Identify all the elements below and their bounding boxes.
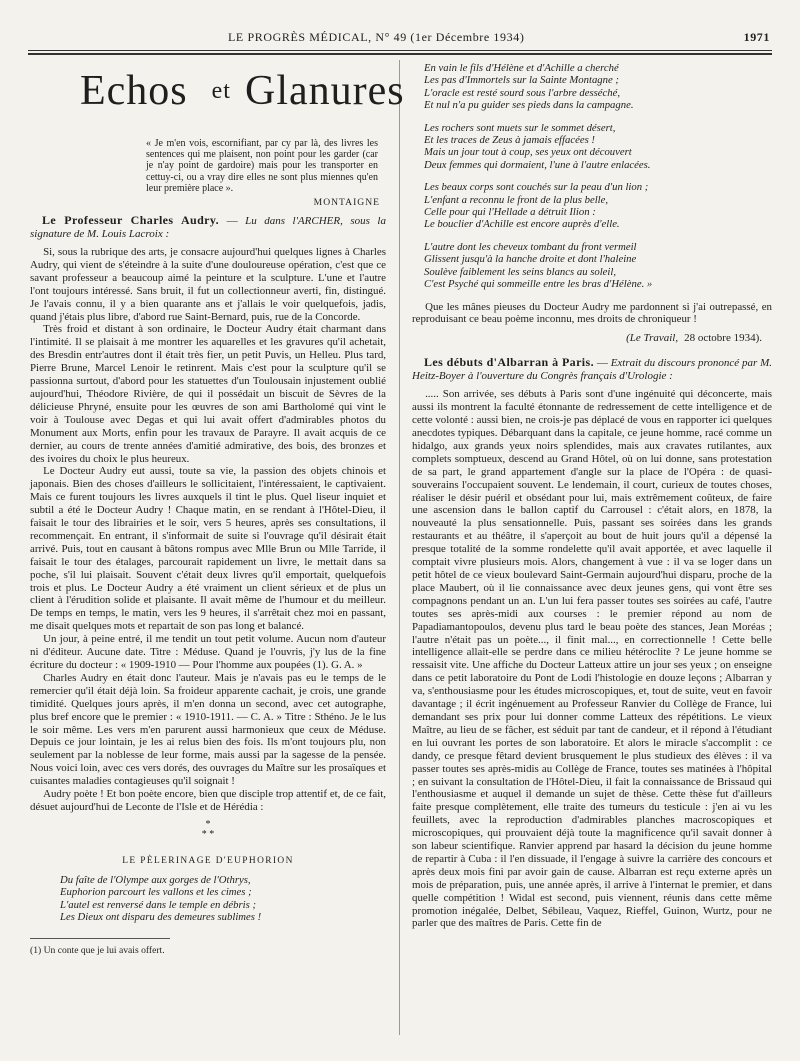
journal-title: LE PROGRÈS MÉDICAL, N° 49 (1er Décembre 1934) [228,30,525,44]
footnote: (1) Un conte que je lui avais offert. [30,944,165,956]
poem-line: Les beaux corps sont couchés sur la peau d'un lion ; [424,181,649,194]
poem-line: L'oracle est resté sourd sous l'arbre desséché, [424,86,621,99]
section-masthead [30,60,405,130]
source-dateline [412,332,762,344]
article-title: Les débuts d'Albarran à Paris. [424,355,595,370]
column-divider [399,60,400,1035]
poem-line: En vain le fils d'Hélène et d'Achille a cherché [424,62,619,74]
article-paragraph: Très froid et distant à son ordinaire, le Docteur Audry était charmant dans l'intimité. Il se plaisait à me montrer les aquarelles et les gravures qu'il achetait, des Bresdin entr'autres dont il était très fier, un petit Puvis, un Helleu. Plus tard, Pierre Brune, Marcel Lenoir le retinrent. Mais c'est pour la sculpture qu'il se passionna surtout, d'abord pour les statuettes d'un Toulousain injustement oublié aujourd'hui, Théodore Rivière, de qui il possédait un biscuit de Sèvres de la délicieuse Phryné, ensuite pour les œuvres de son ami Bartholomé qui vint le voir à Toulouse avec Degas et qui lui avait offert d'admirables photos du Monument aux Morts, enfin pour les travaux de Parayre. Il avait acquis de ce dernier, au cours de trente années d'amitié admirative, des bois, des bronzes et des ivoires du choix le plus heureux. [30,323,386,465]
asterism-star: * [205,818,211,830]
right-column [412,62,772,1052]
article-paragraph: Un jour, à peine entré, il me tendit un tout petit volume. Aucun nom d'auteur ni d'éditeur. Aucune date. Titre : Méduse. Quand je l'ouvris, j'y lus de la fine écriture du docteur : « 1909-1910 — Pour l'homme aux poupées (1). G. A. » [30,633,386,672]
masthead-word-et: et [211,78,231,104]
article-heading [30,214,386,241]
poem-line: Du faîte de l'Olympe aux gorges de l'Othrys, [60,873,251,886]
article-source: Extrait du discours prononcé par M. Heitz-Boyer à l'ouverture du Congrès français d'Urologie : [412,357,773,383]
asterism-separator [30,820,386,840]
poem-line: Euphorion parcourt les vallons et les cimes ; [60,886,252,899]
poem-line: L'autre dont les cheveux tombant du front vermeil [424,240,637,253]
poem-line: Glissent jusqu'à la hanche droite et dont l'haleine [424,253,637,266]
article-source: Lu dans l'ARCHER, sous la signature de M. Louis Lacroix : [30,215,386,241]
heading-dash: — [594,357,611,370]
article-paragraph: Si, sous la rubrique des arts, je consacre aujourd'hui quelques lignes à Charles Audry, qui vient de s'éteindre à la suite d'une douloureuse opération, c'est que ce savant professeur a beaucoup aimé la peinture et la sculpture. L'une et l'autre l'ont toujours intéressé. Sans bruit, il fut un collectionneur averti, fin, distingué. Je l'avais connu, il y a bien quarante ans et j'allais le voir quelquefois, jadis, quand j'étais plus libre, d'abord rue Saint-Bernard, puis, rue de la Concorde. [30,246,386,323]
article-paragraph: Audry poète ! Et bon poète encore, bien que disciple trop attentif et, de ce fait, désuet aujourd'hui de Leconte de l'Isle et de Hérédia : [30,788,386,813]
poem-line: Les Dieux ont disparu des demeures sublimes ! [60,911,262,924]
masthead-word-echos: Echos [80,68,188,114]
header-rule [28,50,772,51]
epigraph-author: MONTAIGNE [313,197,380,209]
masthead-word-glanures: Glanures [244,68,405,114]
poem-continuation [424,62,772,291]
poem-line: Soulève faiblement les seins blancs au soleil, [424,265,617,278]
poem-stanza [424,122,772,172]
poem-stanza [424,181,772,231]
heading-dash: — [219,215,246,228]
poem-line: Le bouclier d'Achille est encore auprès d'elle. [424,218,620,231]
footnote-rule [30,938,170,939]
dateline-source: (Le Travail, [626,332,679,345]
article-paragraph: Charles Audry en était donc l'auteur. Mais je n'avais pas eu le temps de le remercier qu'il était déjà loin. Sa froideur apparente cachait, je crois, une grande timidité. Quelques jours après, il m'en donna un second, avec cet autographe, plus bref encore que le premier : « 1910-1911. — C. A. » Titre : Sthéno. Je le lus le soir même. Les vers m'en parurent aussi harmonieux que ceux de Méduse. Depuis ce jour lointain, je les ai relus bien des fois. Ils m'ont toujours plu, non seulement par la noblesse de leur forme, mais aussi par la sagesse de la pensée. Nous voici loin, avec ces vers dorés, des ouvrages du Maître sur les prosaïques et cuisantes maladies contagieuses qu'il soignait ! [30,671,386,788]
article-paragraph: ..... Son arrivée, ses débuts à Paris sont d'une ingénuité qui déconcerte, mais aussi ils montrent la faculté étonnante de redressement de cette intelligence et de cette volonté : aussi bien, ne crois-je pas déplacé de vous en rapporter ici quelques anecdotes typiques. Débarquant dans la capitale, ce jeune homme, racé comme un hidalgo, aux grands yeux noirs splendides, mais aux cravates rutilantes, aux complets somptueux, descend au Grand Hôtel, où on lui donne, sans protestation de sa part, le grand appartement d'angle sur la place de l'Opéra : de quasi-souverains l'occupaient souvent. Le lendemain, il court, curieux de toutes choses, réaliser le désir puéril et obsédant pour lui, mais extrêmement coûteux, de faire une ascension dans le ballon captif du Carrousel : c'était alors, en 1878, la nouveauté la plus sensationnelle. Puis, passant ses soirées dans les grands restaurants et au théâtre, il s'aperçoit au bout de huit jours qu'il a dépensé la presque totalité de la somme rondelette qu'il avait apportée, et avec laquelle il comptait vivre plusieurs mois. Alors, changement à vue : il va se loger dans un petit hôtel de ce vieux boulevard Saint-Germain aujourd'hui disparu, proche de la place Maubert, où il lie connaissance avec deux jeunes gens, qui vont être ses compagnons pendant un an. L'un lui fera passer toutes ses soirées au café, l'autre toutes ses après-midi aux courses : le premier répond au nom de Papadiamantopoulos, devenu plus tard le beau poète des stances, Jean Moréas ; l'autre n'était pas un poète..., il finit mal..., en correctionnelle ! Cette belle intelligence allait-elle se perdre dans ce milieu hétéroclite ? Le jeune homme se ressaisit vite. Une affiche du Docteur Latteux attire un jour ses yeux ; on enseigne dans ce petit laboratoire du Pont de Lodi l'histologie en douze leçons ; Albarran y va, s'enthousiasme pour les études microscopiques, et, tout de suite, veut en favoir davantage ; il écrit ingénuement au Professeur Ranvier du Collège de France, lui demandant ses prix pour lui donner comme Latteux des répétitions. Le vieux Maître, au lieu de se fâcher, est séduit par tant de candeur, et il répond à l'étudiant en lui ouvrant les portes de son laboratoire. Et alors le miracle s'accomplit : ce dandy, ce presque fêtard devient brusquement le plus studieux des élèves : il va passer toutes ses après-midis au Collège de France, toutes ses matinées à l'hôpital ; en suivant la consultation de l'Hôtel-Dieu, il fait la connaissance de Brissaud qui l'enthousiasme et auquel il demande un sujet de thèse. Cette thèse fut d'ailleurs faite presque complètement, elle traite des tumeurs du testicule : j'en ai vu les feuillets, avec la reproduction d'admirables planches macroscopiques et microscopiques, qui prouvaient déjà toute la magnificence qu'il savait donner à son labeur scientifique. Ranvier apprend par hasard la décision du jeune homme de repartir à Cuba : il l'en dissuade, il l'engage à suivre la carrière des concours et après deux mois fini par avoir gain de cause. Albarran est reçu externe après un mois de préparation, puis, une année après, il arrive à l'internat le premier, et dans quelle compétition ! Widal est second, puis viennent, réunis dans cette même promotion inégalée, Delbet, Sébileau, Vaquez, Rieffel, Guinon, Wurtz, pour ne parler que des maîtres de Paris. Cette fin de [412,388,772,930]
poem-line: Les pas d'Immortels sur la Sainte Montagne ; [424,74,619,87]
poem-line: L'autel est renversé dans le temple en débris ; [60,898,257,911]
header-rule-thick [28,53,772,55]
closing-paragraph: Que les mânes pieuses du Docteur Audry me pardonnent si j'ai outrepassé, en reproduisant ce beau poème inconnu, mes droits de chroniqueur ! [412,300,772,326]
article-paragraph: Le Docteur Audry eut aussi, toute sa vie, la passion des objets chinois et japonais. Bien des choses d'ailleurs le sollicitaient, l'intéressaient, le captivaient. Mais ce furent toujours les livres auxquels il tint le plus. Quel liseur inquiet et subtil a été le Docteur Audry ! Chaque matin, en se rendant à l'Hôtel-Dieu, il faisait le tour des librairies et le soir, vers 5 heures, après ses consultations, il recommençait. En entrant, il s'informait de suite si l'ouvrage qu'il désirait était arrivé. Puis, tout en causant à bâtons rompus avec Mlle Brun ou Mlle Tarride, il faisait le tour des étalages, parcourait rapidement un livre, le mettait dans sa poche, s'il lui plaisait. Souvent c'était deux livres qu'il emportait, quelquefois trois et plus. Le Docteur Audry a été vraiment un client sérieux et de plus un client à l'érudition solide et plaisante. Il avait même de l'humour et du meilleur. De temps en temps, le matin, vers les 9 heures, il s'arrêtait chez moi en passant, me disait quelques mots et repartait de son pas long et balancé. [30,465,386,633]
left-column [30,60,405,1050]
poem-line: Et les traces de Zeus à jamais effacées ! [424,134,595,147]
asterism-star: * [201,828,207,840]
poem-line: Et nul n'a pu guider ses pieds dans la campagne. [424,99,634,112]
poem-line: Deux femmes qui dormaient, l'une à l'autre enlacées. [424,158,651,171]
poem-line: Celle pour qui l'Hellade a détruit Ilion : [424,206,596,219]
running-head [28,30,772,46]
epigraph-quote: « Je m'en vois, escornifiant, par cy par là, des livres les sentences qui me plaisent, non point pour les garder (car je n'ay point de gardoire) mais pour les transporter en cettuy-ci, ou a vray dire elles ne sont plus miennes qu'en leur première place ». [146,138,378,194]
article-title: Le Professeur Charles Audry. [42,213,220,228]
asterism-star: * [209,828,215,840]
poem-line: C'est Psyché qui sommeille entre les bras d'Hélène. » [424,278,653,291]
page-number: 1971 [743,30,770,44]
poem-line: L'enfant a reconnu le front de la plus belle, [424,193,609,206]
poem-stanza [424,241,772,291]
poem-line: Mais un jour tout à coup, ses yeux ont découvert [424,146,632,159]
article-heading [412,356,772,383]
poem-title: LE PÈLERINAGE D'EUPHORION [122,855,294,866]
dateline-date: 28 octobre 1934). [684,332,762,345]
poem-line: Les rochers sont muets sur le sommet désert, [424,121,616,134]
poem-stanza [424,62,772,112]
poem-stanza [60,874,386,924]
